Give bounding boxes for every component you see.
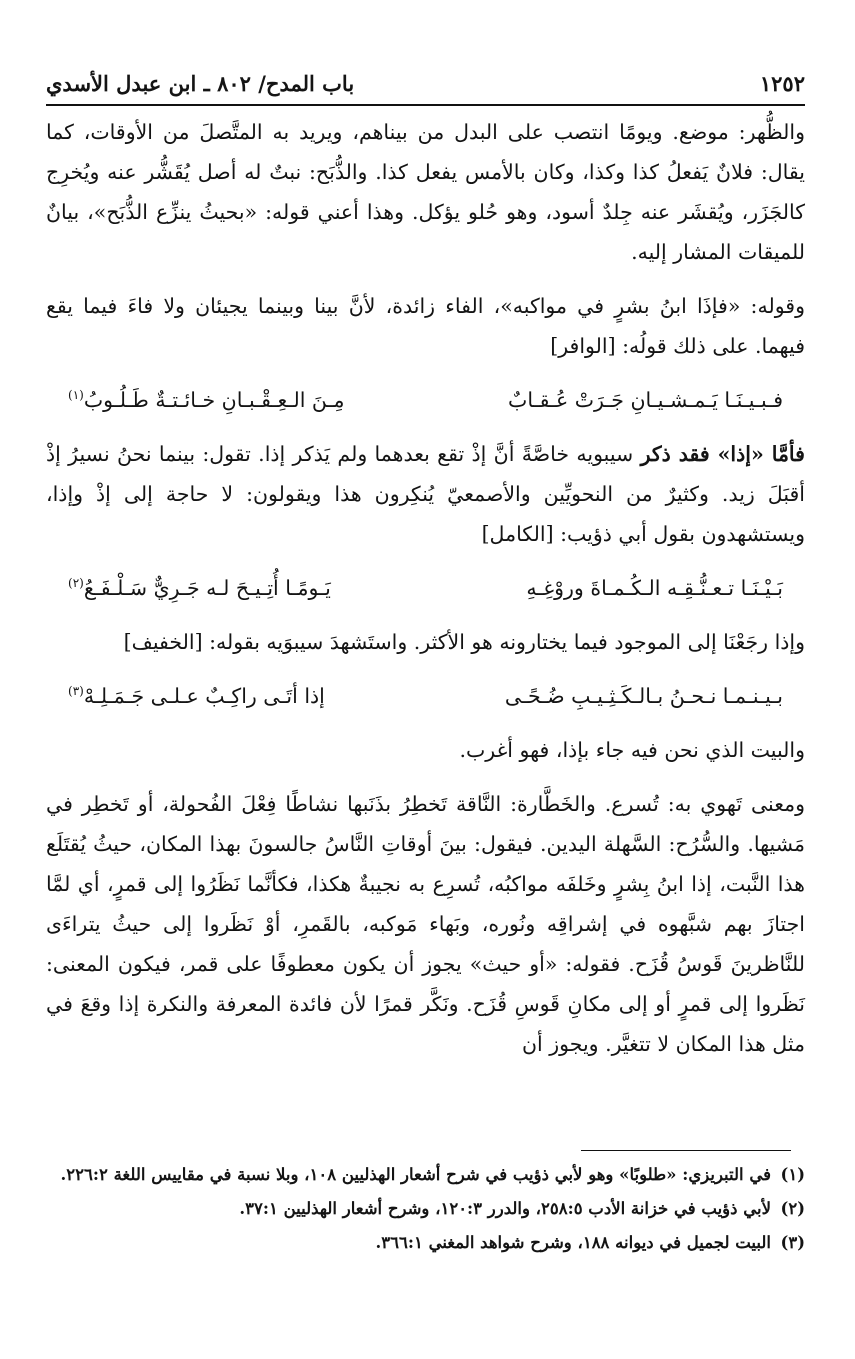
footnote-3-number: (٣)	[780, 1233, 805, 1252]
verse-3	[68, 676, 783, 716]
paragraph-3-bold-lead: فأمَّا «إذا» فقد ذكر	[640, 442, 805, 466]
page-number: ١٢٥٢	[759, 71, 805, 96]
footnote-ref-3: (٣)	[68, 684, 84, 699]
footnote-2-number: (٢)	[780, 1199, 805, 1218]
running-header	[46, 62, 805, 96]
verse-3-first-hemistich: بـيـنـمـا نـحـنُ بـالـكَـثِـيـبِ ضُـحًـى	[504, 684, 783, 708]
paragraph-5: والبيت الذي نحن فيه جاء بإذا، فهو أغرب.	[459, 738, 805, 762]
paragraph-4: وإذا رجَعْنَا إلى الموجود فيما يختارونه هو الأكثر. واستَشهدَ سيبوَيه بقوله: [الخفيف]	[123, 630, 805, 654]
footnote-1-number: (١)	[780, 1165, 805, 1184]
paragraph-2: وقوله: «فإذَا ابنُ بشرٍ في مواكبه»، الفاء زائدة، لأنَّ بينا وبينما يجيئان ولا فاءَ فيما يقع فيهما. على ذلك قولُه: [الوافر]	[46, 294, 805, 358]
footnote-2	[46, 1194, 805, 1224]
running-title: باب المدح/ ٨٠٢ ـ ابن عبدل الأسدي	[46, 71, 355, 96]
footnote-3	[46, 1228, 805, 1258]
verse-2-second-text: يَـومًـا أُتِـيـحَ لـه جَـرِيٌّ سَـلْـفَـعُ	[83, 576, 331, 600]
verse-1-second-text: مِـنَ الـعِـقْـبـانِ خـائـتـةٌ طَـلُـوبُ	[83, 388, 345, 412]
footnote-2-text: لأبي ذؤيب في خزانة الأدب ٢٥٨:٥، والدرر ١٢٠:٣، وشرح أشعار الهذليين ٣٧:١.	[239, 1199, 771, 1218]
footnote-3-text: البيت لجميل في ديوانه ١٨٨، وشرح شواهد المغني ٣٦٦:١.	[375, 1233, 771, 1252]
verse-3-second-hemistich	[68, 676, 325, 716]
verse-2	[68, 568, 783, 608]
main-text	[46, 112, 805, 1078]
verse-2-second-hemistich	[68, 568, 331, 608]
paragraph-1: والظُّهر: موضع. ويومًا انتصب على البدل من بيناهم، ويريد به المتَّصلَ من الأوقات، كما يقال: فلانٌ يَفعلُ كذا وكذا، وكان بالأمس يفعل كذا. والذُّبَح: نبتٌ له أصل يُقَشُّر عنه ويُخرِج كالجَزَر، ويُقشَر عنه جِلدٌ أسود، وهو حُلو يؤكل. وهذا أعني قوله: «بحيثُ ينزِّع الذُّبَح»، بيانٌ للميقات المشار إليه.	[46, 120, 805, 264]
verse-1-second-hemistich	[68, 380, 345, 420]
header-rule	[46, 104, 805, 106]
footnote-ref-1: (١)	[68, 388, 84, 403]
footnote-1-text: في التبريزي: «طلوبًا» وهو لأبي ذؤيب في شرح أشعار الهذليين ١٠٨، وبلا نسبة في مقاييس اللغة ٢٢٦:٢.	[60, 1165, 771, 1184]
footnote-separator	[581, 1150, 791, 1151]
verse-1	[68, 380, 783, 420]
footnotes	[46, 1160, 805, 1262]
verse-2-first-hemistich: بَـيْـنَـا تـعـنُّـقِـه الـكُـمـاةَ وروْغِـهِ	[526, 576, 783, 600]
paragraph-3	[46, 434, 805, 554]
verse-3-second-text: إذا أتَـى راكِـبٌ عـلـى جَـمَـلِـهْ	[83, 684, 325, 708]
verse-1-first-hemistich: فـبـيـنَـا يَـمـشـيـانِ جَـرَتْ عُـقـابٌ	[508, 388, 783, 412]
footnote-ref-2: (٢)	[68, 576, 84, 591]
paragraph-3-text: سيبويه خاصَّةً أنَّ إذْ تقع بعدهما ولم يَذكر إذا. تقول: بينما نحنُ نسيرُ إذْ أقبَلَ زيد. وكثيرٌ من النحويِّين والأصمعيّ يُنكِرون هذا ويقولون: لا حاجة إلى إذْ وإذا، ويستشهدون بقول أبي ذؤيب: [الكامل]	[46, 442, 805, 546]
paragraph-6: ومعنى تَهوي به: تُسرع. والخَطَّارة: النَّاقة تَخطِرُ بذَنَبها نشاطًا فِعْلَ الفُحولة، أو تَخطِر في مَشيها. والسُّرُح: السَّهلة اليدين. فيقول: بينَ أوقاتِ النَّاسُ جالسونَ بهذا المكان، حيثُ يُقتَلَع هذا النَّبت، إذا ابنُ بِشرٍ وخَلفَه مواكبُه، تُسرِع به نجيبةٌ هكذا، فكأنَّما نَظَرُوا إلى قمرٍ، أي لمَّا اجتازَ بهم شبَّهوه في إشراقِه ونُوره، وبَهاء مَوكبه، بالقَمرِ، أوْ نَظَروا إلى حيثُ يتراءَى للنَّاظرينَ قَوسُ قُزَح. فقوله: «أو حيث» يجوز أن يكون معطوفًا على قمر، فيكون المعنى: نَظَروا إلى قمرٍ أو إلى مكانِ قَوسِ قُزَح. ونَكَّر قمرًا لأن فائدة المعرفة والنكرة إذا وقعَ في مثل هذا المكان لا تتغيَّر. ويجوز أن	[46, 792, 805, 1056]
footnote-1	[46, 1160, 805, 1190]
